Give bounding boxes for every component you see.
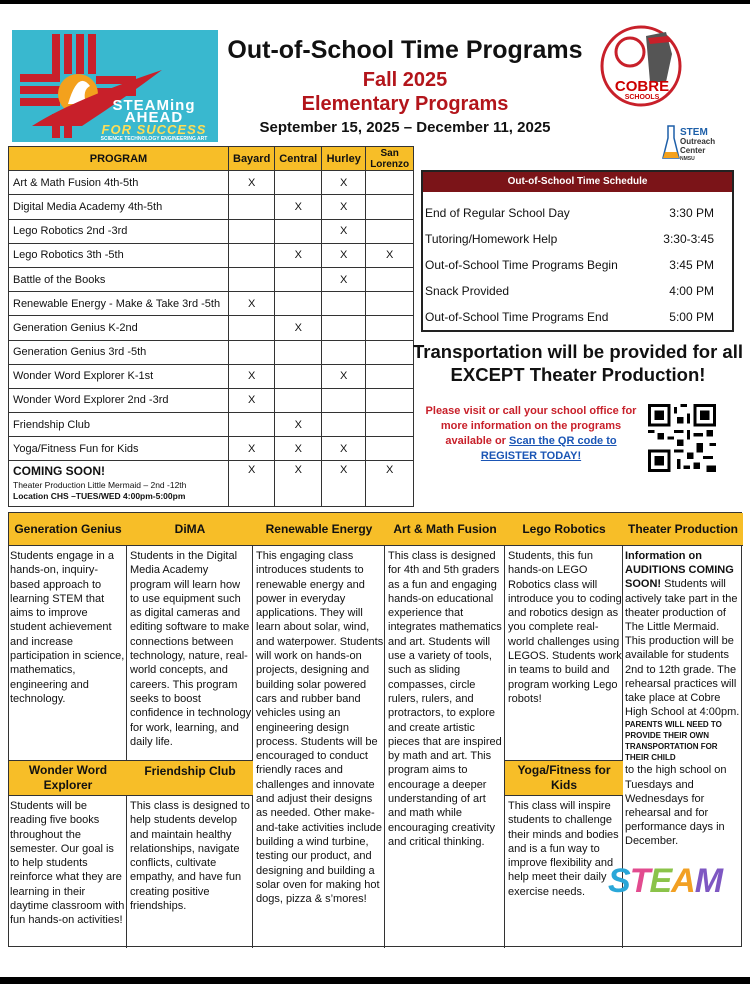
header-dima: DiMA [127, 513, 253, 546]
table-cell: X [229, 171, 275, 195]
program-subtitle: Elementary Programs [301, 93, 509, 115]
table-cell [366, 267, 414, 291]
table-cell [229, 243, 275, 267]
table-cell [275, 292, 322, 316]
cobre-name: COBRE [614, 78, 670, 95]
bottom-border [0, 977, 750, 984]
table-row [9, 316, 414, 340]
program-name: Renewable Energy - Make & Take 3rd -5th [9, 292, 229, 316]
schedule-time: 4:00 PM [669, 284, 714, 298]
logo-line-1: STEAMing [112, 97, 196, 114]
theater-auditions: Information on AUDITIONS COMING SOON! [625, 550, 734, 591]
desc-dima: Students in the Digital Media Academy program will learn how to use equipment such as digital cameras and editing software to make connections between technology, nature, real-world concepts, and careers. This program seeks to boost confidence in technology for work, learning, and daily life. [130, 550, 252, 748]
table-cell: X [275, 243, 322, 267]
table-cell [275, 267, 322, 291]
table-cell: X [322, 437, 366, 461]
table-cell: X [275, 413, 322, 437]
table-cell [229, 267, 275, 291]
table-row [9, 364, 414, 388]
header-renewable: Renewable Energy [253, 513, 385, 546]
table-row [9, 243, 414, 267]
schedule-row [423, 252, 732, 278]
program-table-body [9, 171, 414, 461]
theater-parents-notice: PARENTS WILL NEED TO PROVIDE THEIR OWN TRANSPORTATION FOR THEIR CHILD [625, 720, 722, 763]
program-name: Digital Media Academy 4th-5th [9, 195, 229, 219]
table-cell [366, 292, 414, 316]
steam-letter: T [629, 862, 650, 900]
table-cell: X [322, 364, 366, 388]
cobre-text [612, 80, 672, 102]
table-cell: X [275, 316, 322, 340]
header-wonder: Wonder Word Explorer [9, 760, 127, 796]
table-row [9, 292, 414, 316]
table-cell: X [322, 171, 366, 195]
qr-code-icon[interactable] [648, 404, 716, 472]
col-bayard: Bayard [229, 147, 275, 171]
visit-notice [420, 404, 642, 464]
program-table [8, 146, 414, 507]
stem-l1: STEM [680, 127, 708, 138]
schedule-label: Out-of-School Time Programs End [425, 310, 609, 324]
schedule-row [423, 226, 732, 252]
stem-outreach-logo [663, 124, 737, 164]
program-name: Generation Genius 3rd -5th [9, 340, 229, 364]
table-cell [229, 316, 275, 340]
program-name: Wonder Word Explorer 2nd -3rd [9, 388, 229, 412]
schedule-time: 3:45 PM [669, 258, 714, 272]
schedule-title: Out-of-School Time Schedule [423, 172, 732, 192]
steam-letter: S [608, 862, 630, 900]
table-cell: X [229, 437, 275, 461]
schedule-label: Snack Provided [425, 284, 510, 298]
schedule-rows [423, 192, 732, 330]
program-name: Battle of the Books [9, 267, 229, 291]
top-border [0, 0, 750, 4]
table-cell [366, 388, 414, 412]
table-cell: X [322, 461, 366, 507]
table-cell: X [275, 461, 322, 507]
table-cell [275, 219, 322, 243]
stem-l4: NMSU [680, 156, 695, 162]
table-cell [229, 219, 275, 243]
header-theater: Theater Production [623, 513, 743, 546]
coming-soon-line1: Theater Production Little Mermaid – 2nd -12th [13, 480, 187, 491]
program-name: Art & Math Fusion 4th-5th [9, 171, 229, 195]
table-cell: X [275, 195, 322, 219]
table-cell [322, 388, 366, 412]
desc-art-math: This class is designed for 4th and 5th graders as a fun and engaging hands-on educational experience that integrates mathematics and art. Students will use a variety of tools, such as sliding compasses, circle rulers, rulers, and protractors, to explore and create artistic pieces that are inspired by math and art. This program aims to encourage a deeper understanding of art and math while encouraging creativity and critical thinking. [388, 550, 502, 848]
table-row [9, 388, 414, 412]
header-yoga: Yoga/Fitness for Kids [505, 760, 623, 796]
table-cell: X [229, 364, 275, 388]
transport-notice: Transportation will be provided for all EXCEPT Theater Production! [413, 341, 743, 385]
table-cell: X [229, 388, 275, 412]
table-row-coming-soon [9, 461, 414, 507]
theater-body2: to the high school on Tuesdays and Wednesdays for rehearsal and for performance days in December. [625, 764, 727, 848]
flask-icon [663, 126, 679, 160]
stem-l3: Center [680, 146, 706, 155]
table-cell: X [275, 437, 322, 461]
table-cell [366, 437, 414, 461]
steaming-ahead-logo [12, 30, 218, 142]
schedule-row [423, 278, 732, 304]
table-cell: X [322, 195, 366, 219]
desc-lego: Students, this fun hands-on LEGO Robotics class will introduce you to coding and robotics design as you complete real-world challenges using LEGOS. Students work in teams to build and program working Lego robots! [508, 550, 622, 705]
program-name: Friendship Club [9, 413, 229, 437]
table-cell: X [366, 461, 414, 507]
table-cell [366, 195, 414, 219]
table-row [9, 219, 414, 243]
table-cell [229, 340, 275, 364]
schedule-box [421, 170, 734, 332]
logo-line-3: FOR SUCCESS [101, 122, 207, 137]
header-friendship: Friendship Club [127, 760, 253, 796]
desc-renewable: This engaging class introduces students to renewable energy and power in everyday applications. They will learn about solar, wind, and waterpower. Students will work on hands-on projects, designing and building solar powered cars and rubber band vehicles using an engineering design process. Students will be encouraged to conduct friendly races and challenges and innovate and adjust their designs as needed. Other make-and-take activities include building a wind turbine, testing our product, and designing and building a solar oven for making hot dogs, pizza & s’mores! [256, 550, 384, 906]
table-cell [275, 340, 322, 364]
desc-yoga: This class will inspire students to challenge their minds and bodies and is a fun way to improve flexibility and help meet their daily exercise needs. [508, 800, 619, 898]
season-title: Fall 2025 [362, 69, 448, 91]
stem-l2: Outreach [680, 137, 716, 146]
col-central: Central [275, 147, 322, 171]
table-cell [322, 340, 366, 364]
coming-soon-line2: Location CHS –TUES/WED 4:00pm-5:00pm [13, 491, 186, 502]
steam-letter: A [671, 862, 695, 900]
header-generation-genius: Generation Genius [9, 513, 127, 546]
table-row [9, 267, 414, 291]
table-cell [275, 171, 322, 195]
schedule-time: 3:30 PM [669, 206, 714, 220]
table-cell [275, 388, 322, 412]
logo-line-4: SCIENCE TECHNOLOGY ENGINEERING ART [100, 136, 208, 142]
table-cell [366, 171, 414, 195]
table-cell [366, 364, 414, 388]
table-row [9, 195, 414, 219]
steam-letter: M [694, 862, 723, 900]
table-cell [366, 413, 414, 437]
table-row [9, 340, 414, 364]
program-name: Generation Genius K-2nd [9, 316, 229, 340]
table-cell: X [322, 219, 366, 243]
program-name: Wonder Word Explorer K-1st [9, 364, 229, 388]
table-cell [275, 364, 322, 388]
table-row [9, 413, 414, 437]
steam-art [608, 862, 722, 901]
schedule-label: Tutoring/Homework Help [425, 232, 558, 246]
table-cell [322, 413, 366, 437]
table-row [9, 171, 414, 195]
desc-generation-genius: Students engage in a hands-on, inquiry-based approach to learning STEM that aims to improve student achievement and increase participation in science, mathematics, engineering and technology. [10, 550, 125, 705]
theater-body1: Students will actively take part in the theater production of The Little Mermaid. This production will be available for students 2nd to 12th grade. The rehearsal practices will take place at Cobre High School at 4:00pm. [625, 578, 740, 719]
page-title: Out-of-School Time Programs [227, 36, 583, 64]
schedule-row [423, 200, 732, 226]
table-cell [322, 292, 366, 316]
col-program: PROGRAM [9, 147, 229, 171]
desc-wonder: Students will be reading five books throughout the semester. Our goal is to help students reinforce what they are learning in their daytime classroom with fun hands-on activities! [10, 800, 125, 927]
table-cell: X [229, 292, 275, 316]
steam-letter: E [649, 862, 672, 900]
visit-text: Please visit or call your school office for more information on the programs available or [425, 405, 637, 447]
table-cell [322, 316, 366, 340]
table-row [9, 437, 414, 461]
table-cell [229, 195, 275, 219]
table-cell: X [322, 243, 366, 267]
schedule-time: 3:30-3:45 [663, 232, 714, 246]
table-cell: X [229, 461, 275, 507]
schedule-time: 5:00 PM [669, 310, 714, 324]
program-name: Lego Robotics 3th -5th [9, 243, 229, 267]
program-name: Lego Robotics 2nd -3rd [9, 219, 229, 243]
col-hurley: Hurley [322, 147, 366, 171]
table-cell [229, 413, 275, 437]
table-cell: X [366, 243, 414, 267]
desc-friendship: This class is designed to help students develop and maintain healthy relationships, navigate conflicts, cultivate empathy, and have fun creating positive friendships. [130, 800, 250, 913]
date-range: September 15, 2025 – December 11, 2025 [259, 119, 551, 136]
coming-soon-title: COMING SOON! [13, 464, 105, 479]
desc-theater [625, 549, 742, 849]
col-san-lorenzo: San Lorenzo [366, 147, 414, 171]
logo-line-2: AHEAD [124, 109, 184, 126]
header-lego: Lego Robotics [505, 513, 623, 546]
table-cell [366, 340, 414, 364]
schedule-label: End of Regular School Day [425, 206, 570, 220]
cobre-sub: SCHOOLS [624, 94, 660, 101]
program-name: Yoga/Fitness Fun for Kids [9, 437, 229, 461]
schedule-label: Out-of-School Time Programs Begin [425, 258, 618, 272]
table-cell [366, 219, 414, 243]
table-cell: X [322, 267, 366, 291]
register-link[interactable]: Scan the QR code to REGISTER TODAY! [480, 435, 617, 462]
schedule-row [423, 304, 732, 330]
table-cell [366, 316, 414, 340]
header-art-math: Art & Math Fusion [385, 513, 505, 546]
